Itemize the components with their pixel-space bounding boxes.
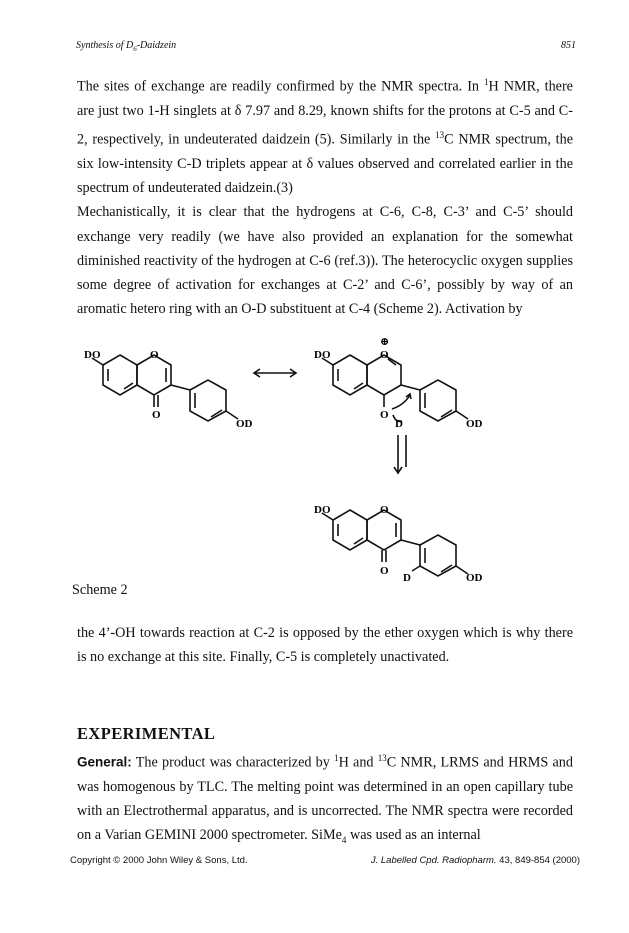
running-title: Synthesis of $D_6$-Daidzein (76, 40, 177, 53)
label-d-3: D (403, 572, 411, 584)
label-d-2: D (395, 418, 403, 430)
label-ring-o-1: O (150, 349, 159, 361)
paragraph-mechanism: Mechanistically, it is clear that the hydrogens at C-6, C-8, C-3’ and C-5’ should exchange very readily (we have also provided an explanation for the somewhat diminished reactivity of the hydrogen at C-6 (ref.3)). The heterocyclic oxygen supplies some degree of activation for exchanges at C-2’ and C-6’, possibly by way of an aromatic hetero ring with an O-D substituent at C-4 (Scheme 2). Activation by (77, 204, 573, 318)
paragraph-activation: the 4’-OH towards reaction at C-2 is opposed by the ether oxygen which is why there is no exchange at this site. Finally, C-5 is completely unactivated. (77, 625, 573, 666)
paragraph-general: General: The product was characterized by $^1$H and $^{13}$C NMR, LRMS and HRMS and was homogenous by TLC. The melting point was determined in an open capillary tube with an Electrothermal apparatus, and is uncorrected. The NMR spectra were recorded on a Varian GEMINI 2000 spectrometer. SiMe$_4$ was used as an internal (77, 753, 573, 846)
label-carbonyl-o-3: O (380, 565, 389, 577)
page-footer (70, 855, 580, 866)
body-text (77, 70, 573, 322)
label-ring-o-3: O (380, 504, 389, 516)
label-carbonyl-o-1: O (152, 409, 161, 421)
label-o-2: O (380, 409, 389, 421)
label-od-1: OD (236, 418, 253, 430)
label-do-1: DO (84, 349, 101, 361)
general-label: General: (77, 754, 132, 770)
label-od-3: OD (466, 572, 483, 584)
journal-citation: J. Labelled Cpd. Radiopharm. 43, 849-854 (2000) (370, 855, 580, 866)
label-do-2: DO (314, 349, 331, 361)
label-plus: ⊕ (380, 336, 390, 348)
label-od-2: OD (466, 418, 483, 430)
paragraph-nmr: The sites of exchange are readily confirmed by the NMR spectra. In $^1$H NMR, there are just two 1-H singlets at δ 7.97 and 8.29, known shifts for the protons at C-5 and C-2, respectively, in undeuterated daidzein (5). Similarly in the $^{13}$C NMR spectrum, the six low-intensity C-D triplets appear at δ values observed and correlated earlier in the spectrum of undeuterated daidzein.(3) (77, 77, 574, 197)
page-number: 851 (561, 40, 576, 51)
scheme-2-diagram (0, 325, 629, 585)
running-head (76, 40, 576, 53)
section-heading-experimental: EXPERIMENTAL (77, 724, 216, 743)
scheme-label: Scheme 2 (72, 582, 128, 598)
label-do-3: DO (314, 504, 331, 516)
copyright-notice: Copyright © 2000 John Wiley & Sons, Ltd. (70, 855, 248, 866)
label-ring-o-2: O (380, 349, 389, 361)
